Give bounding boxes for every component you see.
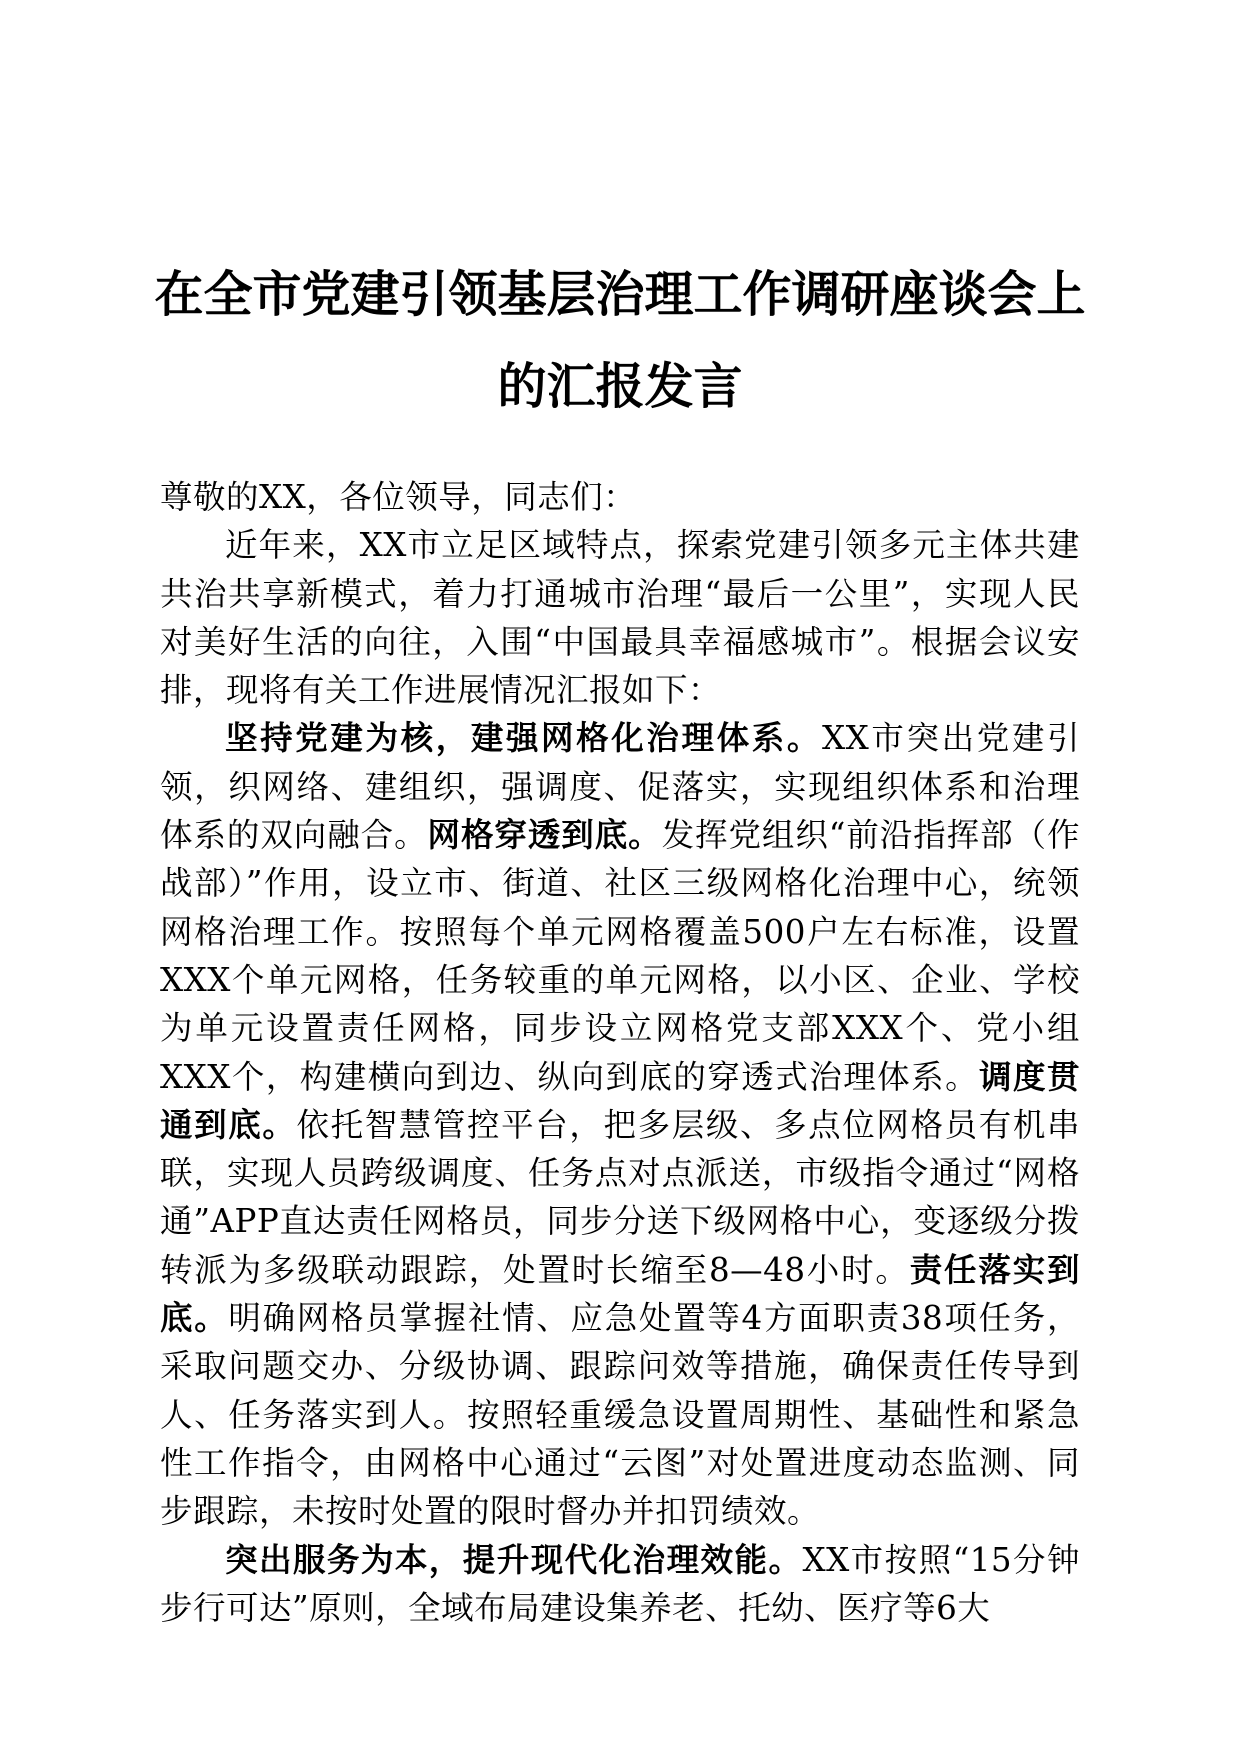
section2-paragraph: [160, 1536, 1080, 1633]
salutation: 尊敬的XX，各位领导，同志们：: [160, 478, 637, 516]
intro-paragraph: 近年来，XX市立足区域特点，探索党建引领多元主体共建共治共享新模式，着力打通城市治理“最后一公里”，实现人民对美好生活的向往，入围“中国最具幸福感城市”。根据会议安排，现将有关工作进展情况汇报如下：: [160, 526, 1080, 710]
document-title: 在全市党建引领基层治理工作调研座谈会上的汇报发言: [154, 265, 1086, 415]
section1-text3: 依托智慧管控平台，把多层级、多点位网格员有机串联，实现人员跨级调度、任务点对点派送，市级指令通过“网格通”APP直达责任网格员，同步分送下级网格中心，变逐级分拨转派为多级联动跟踪，处置时长缩至8—48小时。: [160, 1105, 1080, 1289]
section1-text2: 发挥党组织“前沿指挥部（作战部）”作用，设立市、街道、社区三级网格化治理中心，统领网格治理工作。按照每个单元网格覆盖500户左右标准，设置XXX个单元网格，任务较重的单元网格，以小区、企业、学校为单元设置责任网格，同步设立网格党支部XXX个、党小组XXX个，构建横向到边、纵向到底的穿透式治理体系。: [160, 816, 1080, 1096]
section1-text4: 明确网格员掌握社情、应急处置等4方面职责38项任务，采取问题交办、分级协调、跟踪问效等措施，确保责任传导到人、任务落实到人。按照轻重缓急设置周期性、基础性和紧急性工作指令，由网格中心通过“云图”对处置进度动态监测、同步跟踪，未按时处置的限时督办并扣罚绩效。: [160, 1299, 1080, 1531]
section1-sub1: 网格穿透到底。: [427, 815, 662, 855]
document-body: [160, 473, 1080, 1632]
section2-heading: 突出服务为本，提升现代化治理效能。: [225, 1539, 803, 1579]
section2-text1: XX市按照“15分钟步行可达”原则，全域布局建设集养老、托幼、医疗等6大: [160, 1540, 1080, 1627]
section1-text1: XX市突出党建引领，织网络、建组织，强调度、促落实，实现组织体系和治理体系的双向融合。: [160, 719, 1080, 855]
section1-heading: 坚持党建为核，建强网格化治理体系。: [225, 718, 822, 758]
section1-sub3: 责任落实到底。: [160, 1249, 1080, 1338]
section1-paragraph: [160, 714, 1080, 1535]
section1-sub2: 调度贯通到底。: [160, 1056, 1080, 1144]
